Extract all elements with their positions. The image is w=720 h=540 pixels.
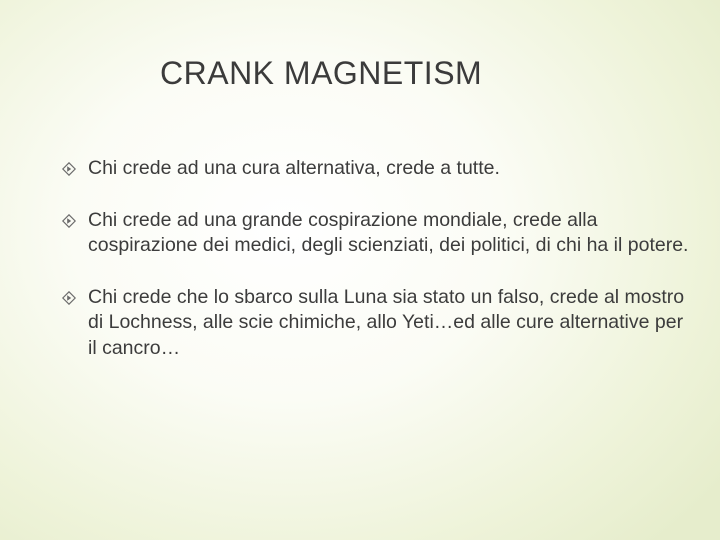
- bullet-item: [62, 156, 692, 182]
- bullet-text: Chi crede ad una cura alternativa, crede a tutte.: [88, 157, 500, 179]
- bullet-item: [62, 285, 692, 362]
- diamond-arrow-icon: [62, 162, 76, 176]
- diamond-arrow-icon: [62, 214, 76, 228]
- bullet-text: Chi crede che lo sbarco sulla Luna sia stato un falso, crede al mostro di Lochness, alle scie chimiche, allo Yeti…ed alle cure alternative per il cancro…: [88, 285, 685, 359]
- bullet-item: [62, 208, 692, 259]
- slide-title: CRANK MAGNETISM: [160, 55, 483, 91]
- diamond-arrow-icon: [62, 291, 76, 305]
- bullet-text: Chi crede ad una grande cospirazione mondiale, crede alla cospirazione dei medici, degli scienziati, dei politici, di chi ha il potere.: [88, 208, 689, 256]
- bullet-list: [62, 156, 692, 361]
